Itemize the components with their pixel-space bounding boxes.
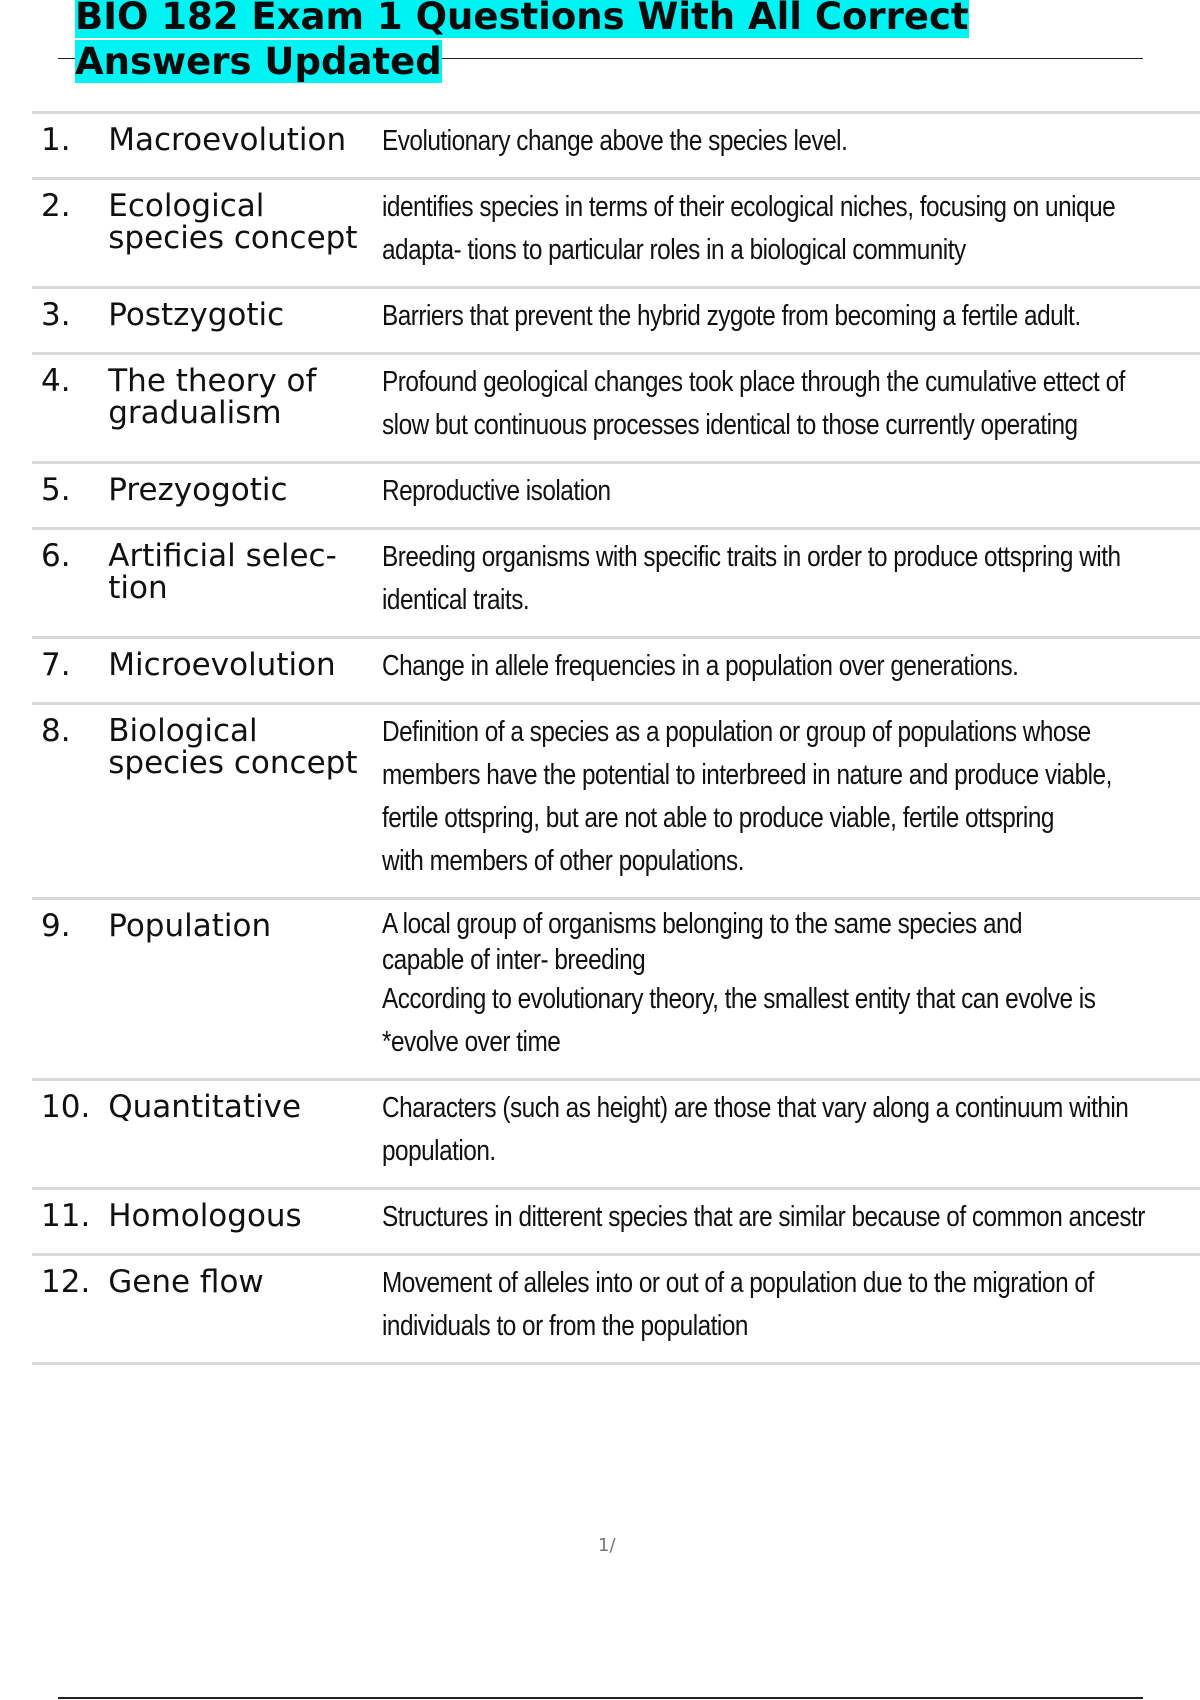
definition-line: members have the potential to interbreed in nature and produce viable, xyxy=(382,759,1112,791)
definition-line: Barriers that prevent the hybrid zygote from becoming a fertile adult. xyxy=(382,300,1081,332)
document-title xyxy=(75,0,969,84)
question-number: 9. xyxy=(41,908,71,944)
definition-line: adapta- tions to particular roles in a biological community xyxy=(382,234,966,266)
question-term: Ecological species concept xyxy=(108,188,358,256)
definition-line: capable of inter- breeding xyxy=(382,944,646,976)
qa-row xyxy=(32,1080,1200,1189)
definition-line: identical traits. xyxy=(382,584,530,616)
answer-definition xyxy=(382,1080,1200,1189)
question-term: Artificial selec- tion xyxy=(108,538,337,606)
answer-definition xyxy=(382,463,1200,529)
answer-definition xyxy=(382,1255,1200,1364)
qa-row xyxy=(32,1189,1200,1255)
qa-row xyxy=(32,899,1200,1080)
question-number: 5. xyxy=(41,472,71,508)
qa-row xyxy=(32,704,1200,899)
definition-line: Definition of a species as a population or group of populations whose xyxy=(382,716,1091,748)
answer-definition xyxy=(382,1189,1200,1255)
answer-definition xyxy=(382,704,1200,899)
question-number: 8. xyxy=(41,713,71,749)
definition-line: Characters (such as height) are those that vary along a continuum within xyxy=(382,1092,1129,1124)
title-line-2: Answers Updated xyxy=(75,40,442,83)
title-block xyxy=(58,0,1143,83)
answer-definition xyxy=(382,354,1200,463)
question-term: Macroevolution xyxy=(108,122,347,158)
definition-line: population. xyxy=(382,1135,496,1167)
definition-line: slow but continuous processes identical to those currently operating xyxy=(382,409,1078,441)
definition-line: individuals to or from the population xyxy=(382,1310,748,1342)
answer-definition xyxy=(382,288,1200,354)
definition-line: Breeding organisms with specific traits in order to produce ottspring with xyxy=(382,541,1121,573)
definition-line: Reproductive isolation xyxy=(382,475,611,507)
definition-line: Structures in ditterent species that are similar because of common ancestr xyxy=(382,1201,1145,1233)
question-number: 2. xyxy=(41,188,71,224)
qa-row xyxy=(32,288,1200,354)
answer-definition xyxy=(382,113,1200,179)
question-number: 3. xyxy=(41,297,71,333)
question-term: Homologous xyxy=(108,1198,302,1234)
question-number: 4. xyxy=(41,363,71,399)
footer-rule xyxy=(58,1697,1143,1699)
question-term: Gene flow xyxy=(108,1264,264,1300)
question-number: 1. xyxy=(41,122,71,158)
qa-row xyxy=(32,638,1200,704)
qa-row xyxy=(32,463,1200,529)
question-number: 7. xyxy=(41,647,71,683)
question-term: Population xyxy=(108,908,272,944)
answer-definition xyxy=(382,899,1200,1080)
question-term: The theory of gradualism xyxy=(108,363,317,431)
qa-table-body xyxy=(32,113,1200,1364)
qa-row xyxy=(32,1255,1200,1364)
definition-line: Movement of alleles into or out of a population due to the migration of xyxy=(382,1267,1094,1299)
title-line-1: BIO 182 Exam 1 Questions With All Correct xyxy=(75,0,969,38)
qa-row xyxy=(32,179,1200,288)
question-term: Prezyogotic xyxy=(108,472,288,508)
definition-line: Change in allele frequencies in a population over generations. xyxy=(382,650,1019,682)
answer-definition xyxy=(382,529,1200,638)
qa-row xyxy=(32,529,1200,638)
definition-line: A local group of organisms belonging to the same species and xyxy=(382,908,1023,940)
question-number: 12. xyxy=(41,1264,91,1300)
definition-line: Profound geological changes took place through the cumulative ettect of xyxy=(382,366,1125,398)
question-term: Postzygotic xyxy=(108,297,285,333)
question-number: 6. xyxy=(41,538,71,574)
question-number: 11. xyxy=(41,1198,91,1234)
qa-row xyxy=(32,354,1200,463)
answer-definition xyxy=(382,638,1200,704)
definition-line: identifies species in terms of their ecological niches, focusing on unique xyxy=(382,191,1116,223)
qa-table xyxy=(32,111,1200,1365)
question-term: Biological species concept xyxy=(108,713,358,781)
qa-row xyxy=(32,113,1200,179)
question-term: Microevolution xyxy=(108,647,336,683)
page-number: 1/ xyxy=(598,1535,616,1556)
question-number: 10. xyxy=(41,1089,91,1125)
definition-line: fertile ottspring, but are not able to produce viable, fertile ottspring xyxy=(382,802,1054,834)
definition-line: According to evolutionary theory, the smallest entity that can evolve is xyxy=(382,983,1096,1015)
answer-definition xyxy=(382,179,1200,288)
definition-line: *evolve over time xyxy=(382,1026,561,1058)
definition-line: with members of other populations. xyxy=(382,845,745,877)
question-term: Quantitative xyxy=(108,1089,302,1125)
definition-line: Evolutionary change above the species level. xyxy=(382,125,848,157)
